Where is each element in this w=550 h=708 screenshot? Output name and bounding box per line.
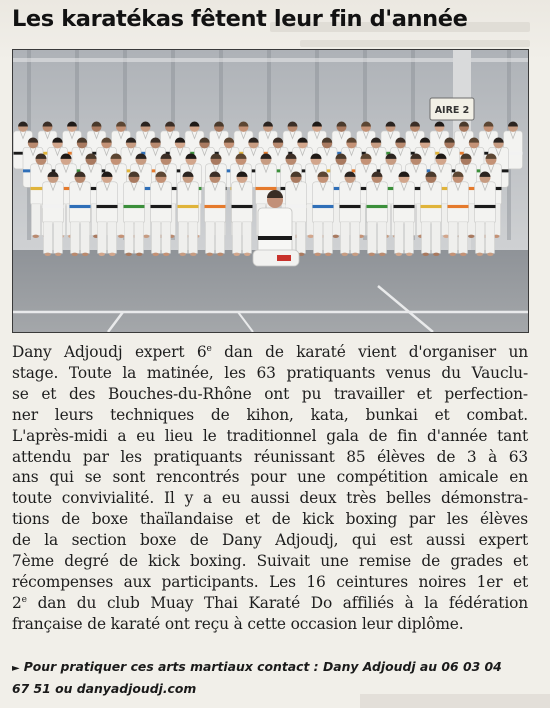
- article-text: stage. Toute la matinée, les 63 pratiquants venus du Vauclu-: [12, 363, 528, 382]
- gi-leg: [432, 222, 441, 254]
- gi-leg: [54, 222, 63, 254]
- foot: [450, 253, 456, 256]
- article-text: ans qui se sont rencontrés pour une compétition amicale en: [12, 468, 528, 487]
- gi-jacket: [43, 182, 64, 224]
- article-headline: Les karatékas fêtent leur fin d'année: [12, 6, 468, 32]
- article-line: [12, 488, 528, 509]
- gi-jacket: [421, 182, 442, 224]
- article-line: [12, 593, 528, 614]
- foot: [352, 253, 358, 256]
- gi-leg: [81, 222, 90, 254]
- article-text: 7ème degré de kick boxing. Suivait une remise de grades et: [12, 552, 528, 571]
- foot: [163, 253, 169, 256]
- article-line: [12, 572, 528, 593]
- gi-leg: [44, 222, 53, 254]
- article-text: dan du club Muay Thai Karaté Do affiliés à la fédération: [26, 593, 528, 612]
- ordinal-superscript: e: [21, 594, 27, 605]
- contact-line-2: 67 51 ou danyadjoudj.com: [12, 681, 197, 696]
- gi-leg: [314, 222, 323, 254]
- foot: [118, 235, 124, 238]
- gi-leg: [179, 222, 188, 254]
- foot: [333, 235, 339, 238]
- foot: [379, 253, 385, 256]
- belt: [394, 205, 415, 208]
- foot: [325, 253, 331, 256]
- foot: [45, 253, 51, 256]
- ordinal-superscript: e: [206, 343, 212, 354]
- gi-jacket: [232, 182, 253, 224]
- article-line: [12, 447, 528, 468]
- gi-jacket: [124, 182, 145, 224]
- foot: [477, 253, 483, 256]
- foot: [406, 253, 412, 256]
- article-text: tions de boxe thaïlandaise et de kick boxing par les élèves: [12, 510, 528, 529]
- belt: [178, 205, 199, 208]
- gi-leg: [476, 222, 485, 254]
- gi-leg: [32, 204, 41, 236]
- gi-jacket: [178, 182, 199, 224]
- gi-leg: [125, 222, 134, 254]
- foot: [109, 253, 115, 256]
- contact-line-1: [12, 657, 532, 679]
- gi-leg: [297, 222, 306, 254]
- belt: [421, 205, 442, 208]
- gi-leg: [233, 222, 242, 254]
- article-body: [12, 342, 528, 635]
- article-text: française de karaté ont reçu à cette occasion leur diplôme.: [12, 614, 464, 633]
- gi-leg: [152, 222, 161, 254]
- foot: [153, 253, 159, 256]
- belt: [124, 205, 145, 208]
- foot: [234, 253, 240, 256]
- gi-leg: [216, 222, 225, 254]
- article-line: [12, 530, 528, 551]
- gi-leg: [459, 222, 468, 254]
- belt: [367, 205, 388, 208]
- red-cloth: [277, 255, 291, 261]
- article-line: [12, 551, 528, 572]
- gi-leg: [108, 222, 117, 254]
- adjacent-text-bleed: [300, 40, 530, 47]
- gi-jacket: [367, 182, 388, 224]
- instructor-gi: [258, 208, 292, 256]
- gi-leg: [162, 222, 171, 254]
- foot: [315, 253, 321, 256]
- gi-jacket: [313, 182, 334, 224]
- gi-leg: [135, 222, 144, 254]
- article-text: Dany Adjoudj expert 6: [12, 343, 207, 361]
- foot: [468, 235, 474, 238]
- belt: [475, 205, 496, 208]
- foot: [136, 253, 142, 256]
- gi-leg: [324, 222, 333, 254]
- gi-jacket: [70, 182, 91, 224]
- belt: [97, 205, 118, 208]
- gi-leg: [71, 222, 80, 254]
- gi-leg: [378, 222, 387, 254]
- article-text: de la section boxe de Dany Adjoudj, qui est aussi expert: [12, 531, 528, 550]
- article-text: se et des Bouches-du-Rhône ont pu travailler et perfection-: [12, 384, 528, 403]
- foot: [72, 253, 78, 256]
- gi-leg: [395, 222, 404, 254]
- foot: [207, 253, 213, 256]
- instructor-legs: [253, 250, 299, 266]
- article-line: [12, 405, 528, 426]
- belt: [43, 205, 64, 208]
- article-text: toute convivialité. Il y a eu aussi deux très belles démonstra-: [12, 489, 528, 508]
- gi-leg: [351, 222, 360, 254]
- area-sign-text: AIRE 2: [434, 105, 470, 116]
- gi-leg: [189, 222, 198, 254]
- belt: [448, 205, 469, 208]
- foot: [99, 253, 105, 256]
- belt: [286, 205, 307, 208]
- belt: [205, 205, 226, 208]
- group-photo: [12, 49, 529, 333]
- foot: [217, 253, 223, 256]
- contact-text-1: Pour pratiquer ces arts martiaux contact : Dany Adjoudj au 06 03 04: [23, 659, 502, 674]
- gi-jacket: [97, 182, 118, 224]
- foot: [33, 235, 39, 238]
- article-text: L'après-midi a eu lieu le traditionnel gala de fin d'année tant: [12, 426, 528, 445]
- article-line: [12, 342, 528, 363]
- foot: [396, 253, 402, 256]
- belt: [232, 205, 253, 208]
- contact-info: [12, 657, 532, 699]
- article-text: dan de karaté vient d'organiser un: [211, 343, 528, 361]
- gi-jacket: [394, 182, 415, 224]
- foot: [143, 235, 149, 238]
- foot: [244, 253, 250, 256]
- foot: [423, 253, 429, 256]
- gi-leg: [405, 222, 414, 254]
- foot: [460, 253, 466, 256]
- gi-jacket: [151, 182, 172, 224]
- article-line: [12, 614, 528, 635]
- foot: [369, 253, 375, 256]
- gi-jacket: [448, 182, 469, 224]
- gi-leg: [449, 222, 458, 254]
- article-line: [12, 509, 528, 530]
- gi-leg: [422, 222, 431, 254]
- gi-leg: [206, 222, 215, 254]
- foot: [180, 253, 186, 256]
- belt: [256, 187, 277, 190]
- gi-leg: [341, 222, 350, 254]
- article-line: [12, 467, 528, 488]
- foot: [82, 253, 88, 256]
- gi-leg: [243, 222, 252, 254]
- belt: [313, 205, 334, 208]
- foot: [126, 253, 132, 256]
- foot: [55, 253, 61, 256]
- gi-jacket: [340, 182, 361, 224]
- article-text: 2: [12, 593, 22, 612]
- gi-jacket: [475, 182, 496, 224]
- article-text: ner leurs techniques de kihon, kata, bunkai et combat.: [12, 405, 528, 424]
- belt: [151, 205, 172, 208]
- gi-leg: [368, 222, 377, 254]
- belt: [340, 205, 361, 208]
- foot: [487, 253, 493, 256]
- belt: [70, 205, 91, 208]
- foot: [342, 253, 348, 256]
- arrow-icon: ►: [12, 663, 20, 674]
- gi-leg: [486, 222, 495, 254]
- gi-leg: [98, 222, 107, 254]
- foot: [433, 253, 439, 256]
- article-line: [12, 363, 528, 384]
- article-text: récompenses aux participants. Les 16 ceintures noires 1er et: [12, 572, 528, 591]
- gi-jacket: [205, 182, 226, 224]
- adjacent-article-bleed-bottom: [360, 694, 550, 708]
- article-text: attendu par les pratiquants réunissant 85 élèves de 3 à 63: [12, 447, 528, 466]
- article-line: [12, 384, 528, 405]
- area-sign: [430, 98, 474, 120]
- article-line: [12, 426, 528, 447]
- foot: [308, 235, 314, 238]
- foot: [190, 253, 196, 256]
- black-belt: [258, 236, 292, 240]
